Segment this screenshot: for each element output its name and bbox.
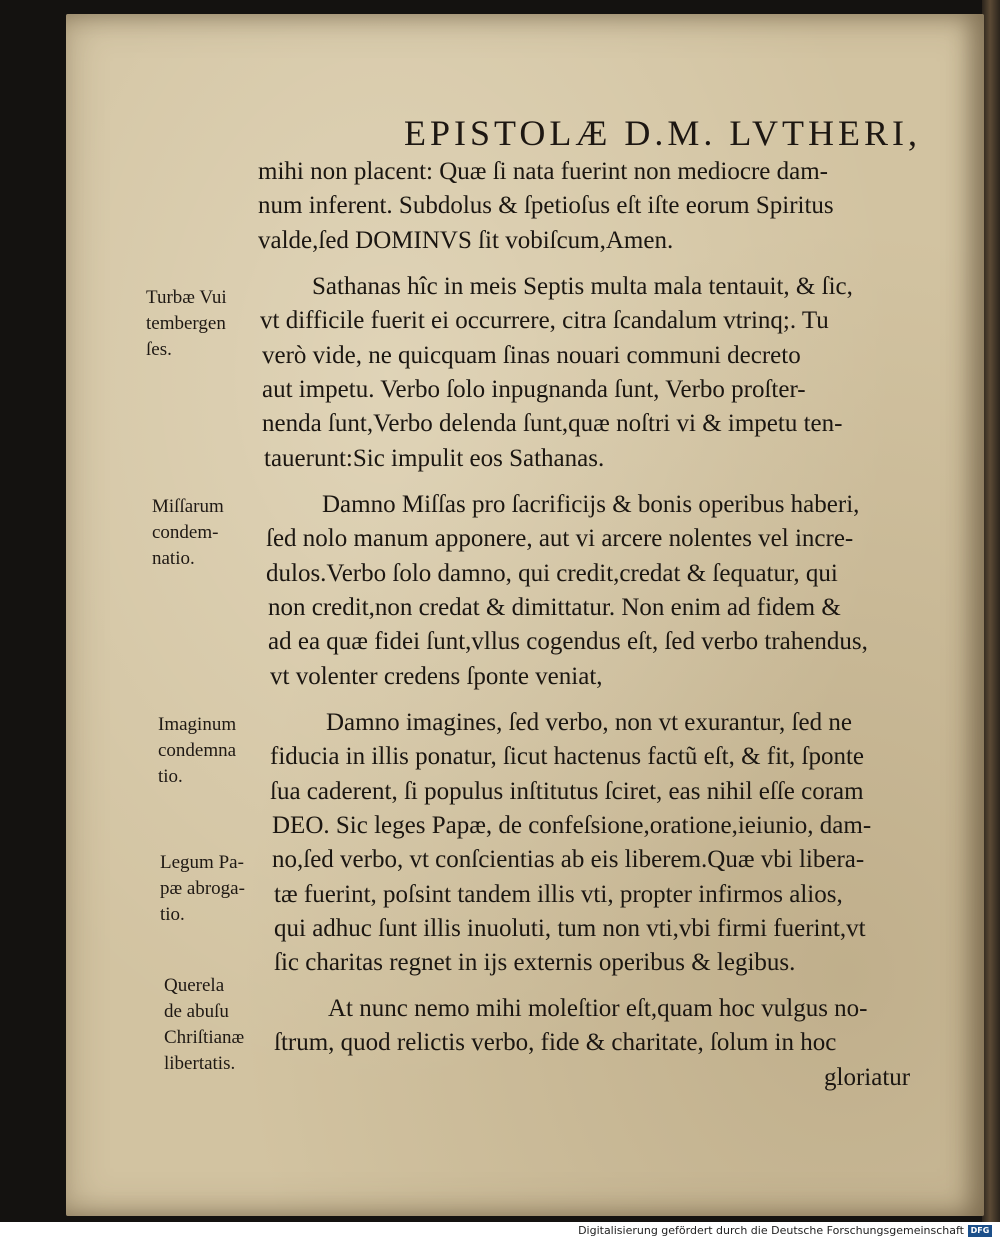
- funding-credit: Digitalisierung gefördert durch die Deutsche Forschungsgemeinschaft: [578, 1224, 964, 1237]
- marginal-note: condem-: [152, 522, 219, 543]
- marginal-note: ſes.: [146, 339, 172, 360]
- marginal-note: condemna: [158, 740, 237, 761]
- text-line: tæ fuerint, poſsint tandem illis vti, propter infirmos alios,: [274, 881, 843, 908]
- text-line: ſtrum, quod relictis verbo, fide & charitate, ſolum in hoc: [274, 1029, 837, 1056]
- marginal-note: Chriſtianæ: [164, 1027, 245, 1048]
- text-line: ſed nolo manum apponere, aut vi arcere nolentes vel incre-: [266, 525, 854, 552]
- running-header: EPISTOLÆ D.M. LVTHERI,: [404, 113, 922, 153]
- text-line: vt difficile fuerit ei occurrere, citra ſcandalum vtrinq;. Tu: [260, 307, 829, 334]
- marginal-note: natio.: [152, 548, 195, 569]
- text-line: vt volenter credens ſponte veniat,: [270, 663, 603, 690]
- marginal-note: tio.: [160, 904, 185, 925]
- marginal-note: tembergen: [146, 313, 226, 334]
- text-line: At nunc nemo mihi moleſtior eſt,quam hoc vulgus no-: [328, 995, 868, 1022]
- marginal-note: Imaginum: [158, 714, 237, 735]
- text-line: num inferent. Subdolus & ſpetioſus eſt iſte eorum Spiritus: [258, 192, 834, 219]
- dfg-logo: DFG: [968, 1225, 992, 1237]
- marginal-note: tio.: [158, 766, 183, 787]
- text-line: ſua caderent, ſi populus inſtitutus ſciret, eas nihil eſſe coram: [270, 778, 864, 805]
- catchword: gloriatur: [824, 1064, 911, 1091]
- text-line: aut impetu. Verbo ſolo inpugnanda ſunt, Verbo proſter-: [262, 376, 806, 403]
- book-spine-edge: [982, 0, 1000, 1222]
- funding-footer: [0, 1222, 1000, 1241]
- text-line: nenda ſunt,Verbo delenda ſunt,quæ noſtri vi & impetu ten-: [262, 410, 843, 437]
- book-page: [66, 14, 984, 1216]
- text-line: no,ſed verbo, vt conſcientias ab eis liberem.Quæ vbi libera-: [272, 846, 865, 873]
- text-line: verò vide, ne quicquam ſinas nouari communi decreto: [262, 342, 801, 369]
- marginal-note: Miſſarum: [152, 496, 224, 517]
- text-line: mihi non placent: Quæ ſi nata fuerint non mediocre dam-: [258, 158, 828, 185]
- text-line: ſic charitas regnet in ijs externis operibus & legibus.: [274, 949, 796, 976]
- marginal-note: Querela: [164, 975, 225, 996]
- marginal-note: Turbæ Vui: [146, 287, 227, 308]
- text-line: Damno imagines, ſed verbo, non vt exurantur, ſed ne: [326, 709, 852, 736]
- text-line: Sathanas hîc in meis Septis multa mala tentauit, & ſic,: [312, 273, 853, 300]
- text-line: fiducia in illis ponatur, ſicut hactenus factũ eſt, & fit, ſponte: [270, 743, 864, 770]
- marginal-note: libertatis.: [164, 1053, 236, 1074]
- text-line: qui adhuc ſunt illis inuoluti, tum non vti,vbi firmi fuerint,vt: [274, 915, 866, 942]
- text-line: non credit,non credat & dimittatur. Non enim ad fidem &: [268, 594, 841, 621]
- marginal-note: Legum Pa-: [160, 852, 244, 873]
- text-line: tauerunt:Sic impulit eos Sathanas.: [264, 445, 605, 472]
- text-line: valde,ſed DOMINVS ſit vobiſcum,Amen.: [258, 227, 674, 254]
- text-line: DEO. Sic leges Papæ, de confeſsione,oratione,ieiunio, dam-: [272, 812, 872, 839]
- text-line: ad ea quæ fidei ſunt,vllus cogendus eſt, ſed verbo trahendus,: [268, 628, 868, 655]
- text-line: dulos.Verbo ſolo damno, qui credit,credat & ſequatur, qui: [266, 560, 838, 587]
- marginal-note: de abuſu: [164, 1001, 229, 1022]
- text-line: Damno Miſſas pro ſacrificijs & bonis operibus haberi,: [322, 491, 860, 518]
- marginal-note: pæ abroga-: [160, 878, 245, 899]
